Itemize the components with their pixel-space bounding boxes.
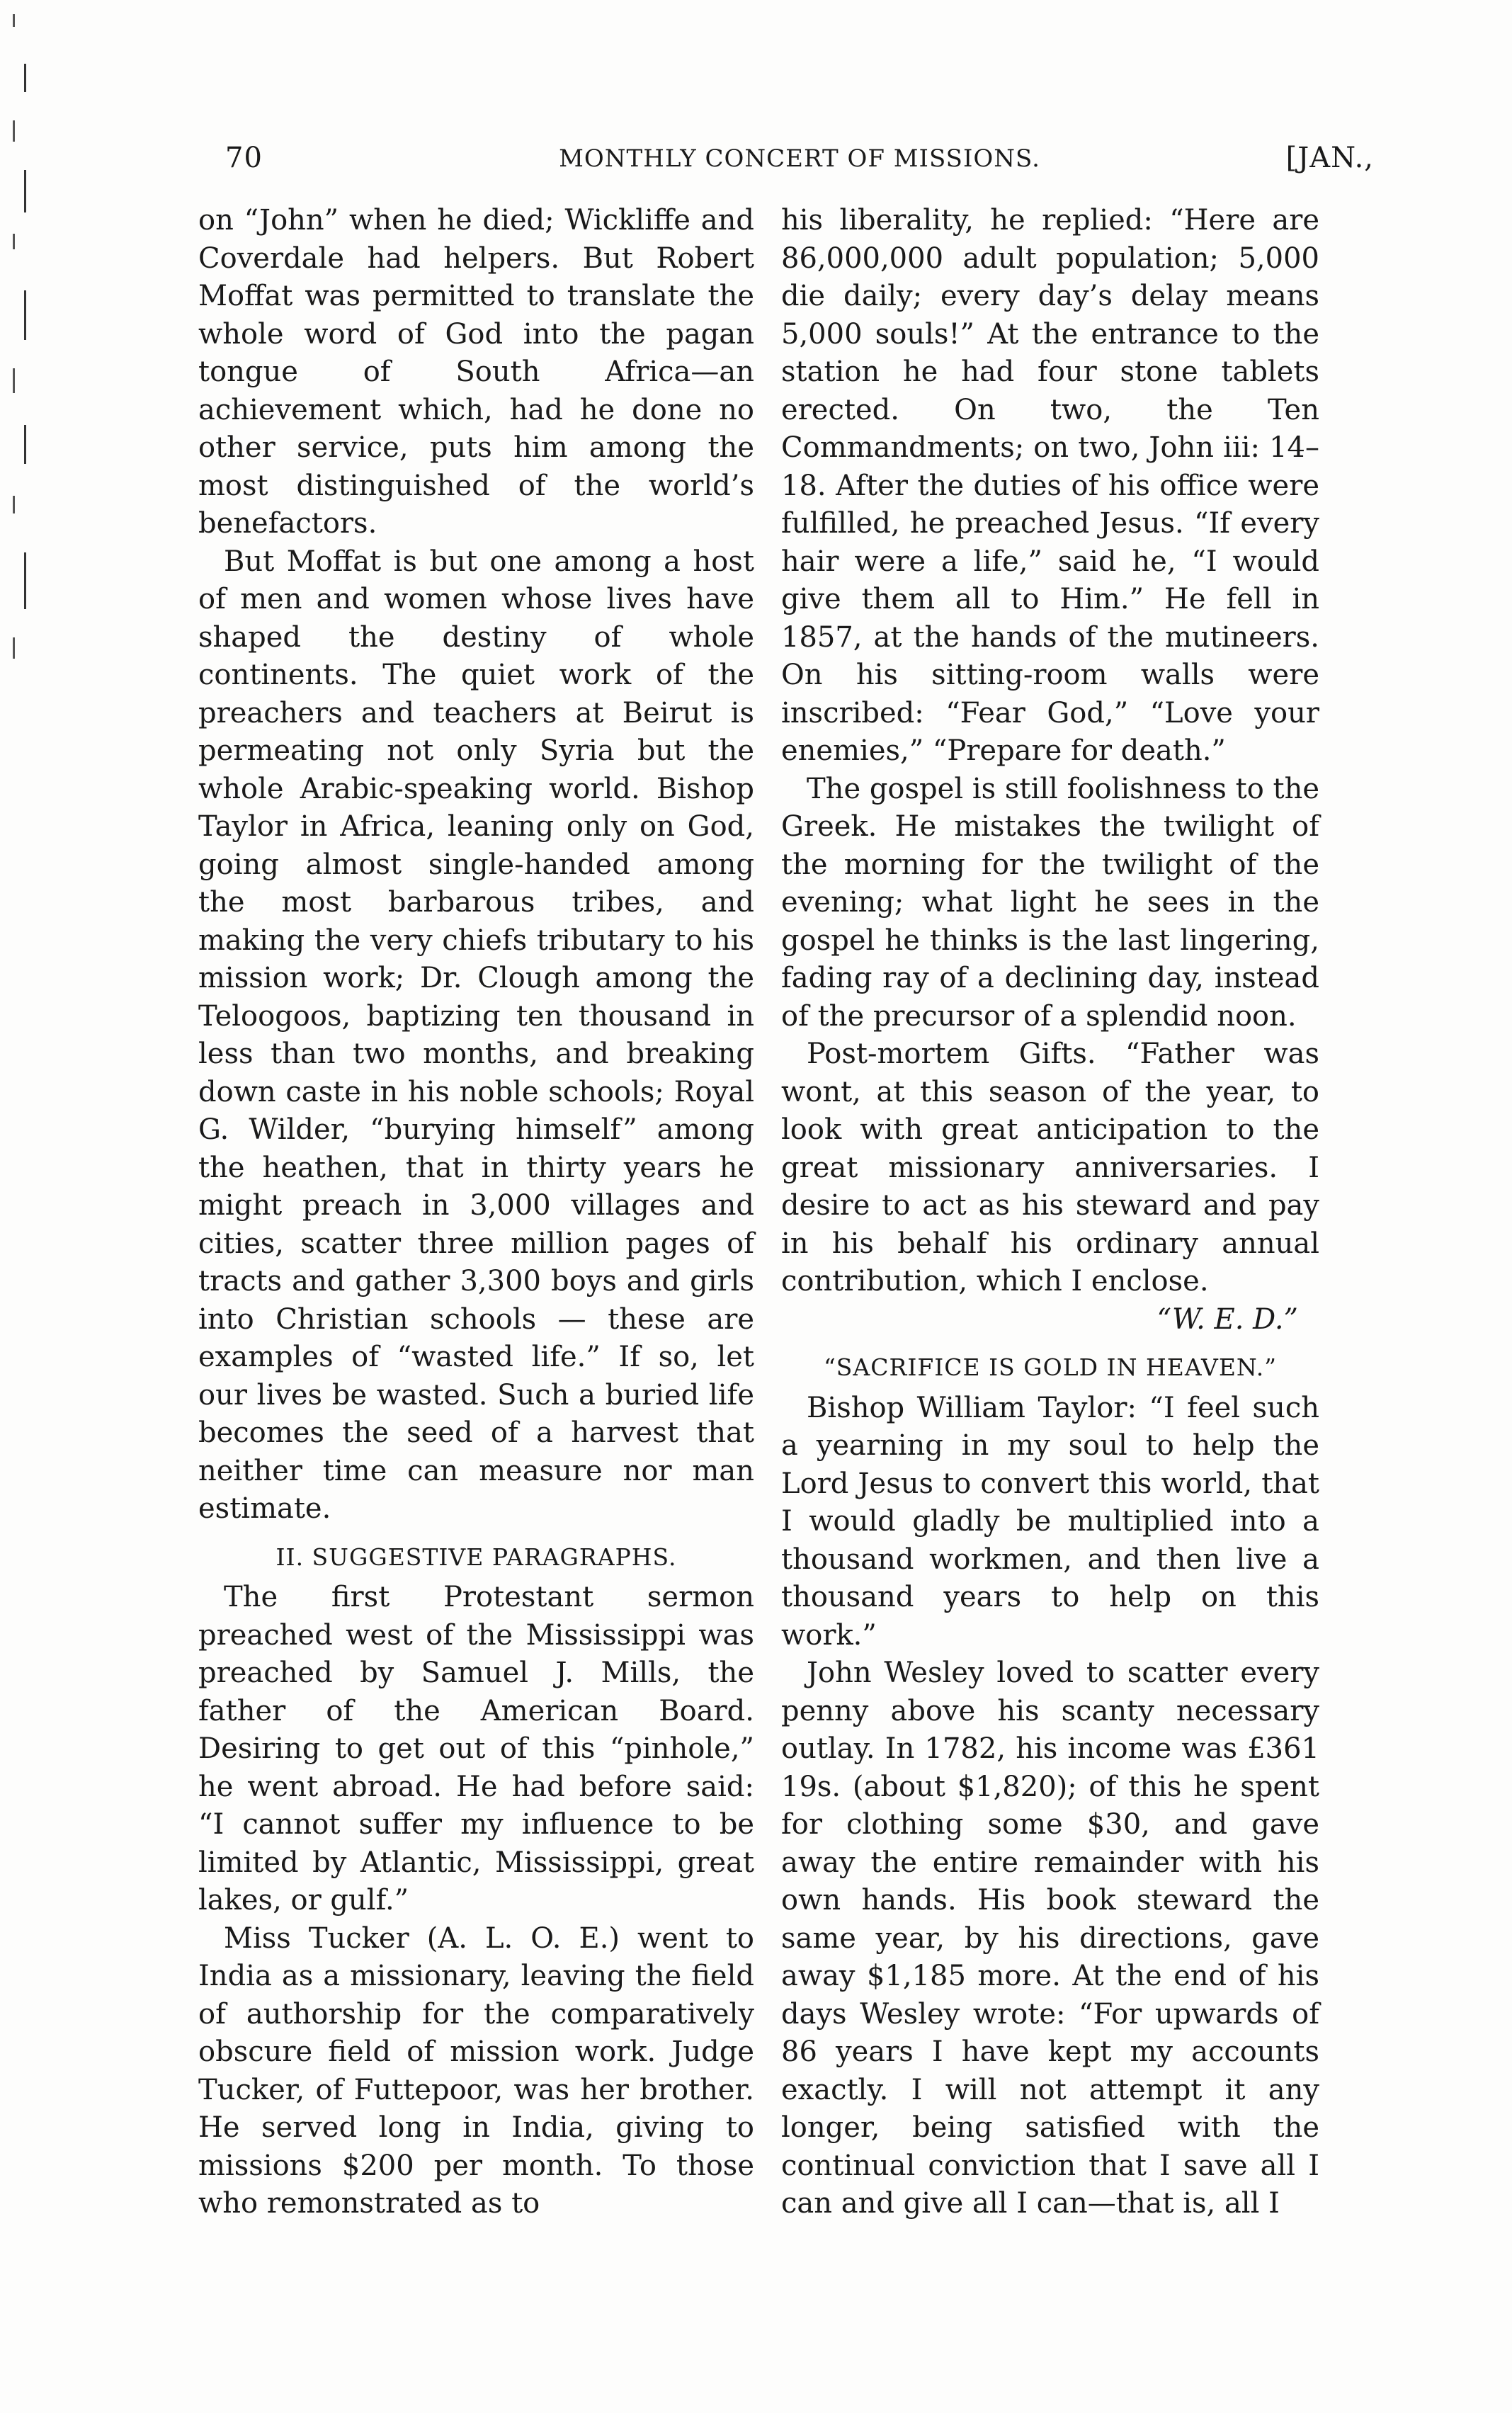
running-title: MONTHLY CONCERT OF MISSIONS. (559, 144, 1040, 173)
paragraph: Miss Tucker (A. L. O. E.) went to India as a missionary, leaving the field of authorship for the comparatively obscure field of mission work. Judge Tucker, of Futtepoor, was her brother. He served long in India, giving to missions $200 per month. To those who remonstrated as to (198, 1921, 754, 2220)
paragraph: his liberality, he replied: “Here are 86,000,000 adult population; 5,000 die daily; every day’s delay means 5,000 souls!” At the entrance to the station he had four stone tablets erected. On two, the Ten Commandments; on two, John iii: 14–18. After the duties of his office were fulfilled, he preached Jesus. “If every hair were a life,” said he, “I would give them all to Him.” He fell in 1857, at the hands of the mutineers. On his sitting-room walls were inscribed: “Fear God,” “Love your enemies,” “Prepare for death.” (781, 204, 1319, 767)
paragraph: The first Protestant sermon preached west of the Mississippi was preached by Samuel J. Mills, the father of the American Board. Desiring to get out of this “pinhole,” he went abroad. He had before said: “I cannot suffer my influence to be limited by Atlantic, Mississippi, great lakes, or gulf.” (198, 1581, 754, 1917)
paragraph: The gospel is still foolishness to the Greek. He mistakes the twilight of the morning for the twilight of the evening; what light he sees in the gospel he thinks is the last lingering, fading ray of a declining day, instead of the precursor of a splendid noon. (781, 772, 1319, 1033)
paragraph: Post-mortem Gifts. “Father was wont, at this season of the year, to look with great anticipation to the great missionary anniversaries. I desire to act as his steward and pay in his behalf his ordinary annual contribution, which I enclose. (781, 1038, 1319, 1298)
page-number: 70 (225, 142, 263, 174)
right-column (781, 202, 1319, 2223)
paragraph: John Wesley loved to scatter every penny above his scanty necessary outlay. In 1782, his income was £361 19s. (about $1,820); of this he spent for clothing some $30, and gave away the entire remainder with his own hands. His book steward the same year, by his directions, gave away $1,185 more. At the end of his days Wesley wrote: “For upwards of 86 years I have kept my accounts exactly. I will not attempt it any longer, being satisfied with the continual conviction that I save all I can and give all I can—that is, all I (781, 1657, 1319, 2220)
paragraph: Bishop William Taylor: “I feel such a yearning in my soul to help the Lord Jesus to convert this world, that I would gladly be multiplied into a thousand workmen, and then live a thousand years to help on this work.” (781, 1391, 1319, 1652)
section-heading: “SACRIFICE IS GOLD IN HEAVEN.” (823, 1353, 1278, 1381)
paragraph: on “John” when he died; Wickliffe and Coverdale had helpers. But Robert Moffat was permitted to translate the whole word of God into the pagan tongue of South Africa—an achievement which, had he done no other service, puts him among the most distinguished of the world’s benefactors. (198, 204, 754, 540)
left-column (198, 202, 754, 2223)
paragraph: But Moffat is but one among a host of men and women whose lives have shaped the destiny of whole continents. The quiet work of the preachers and teachers at Beirut is permeating not only Syria but the whole Arabic-speaking world. Bishop Taylor in Africa, leaning only on God, going almost single-handed among the most barbarous tribes, and making the very chiefs tributary to his mission work; Dr. Clough among the Teloogoos, baptizing ten thousand in less than two months, and breaking down caste in his noble schools; Royal G. Wilder, “burying himself” among the heathen, that in thirty years he might preach in 3,000 villages and cities, scatter three million pages of tracts and gather 3,300 boys and girls into Christian schools — these are examples of “wasted life.” If so, let our lives be wasted. Such a buried life becomes the seed of a harvest that neither time can measure nor man estimate. (198, 545, 754, 1525)
margin-scan-marks (0, 0, 42, 708)
section-heading: II. SUGGESTIVE PARAGRAPHS. (275, 1543, 677, 1571)
running-header (225, 142, 1374, 191)
signature: “W. E. D.” (1156, 1302, 1298, 1336)
month-label: [JAN., (1285, 142, 1374, 174)
